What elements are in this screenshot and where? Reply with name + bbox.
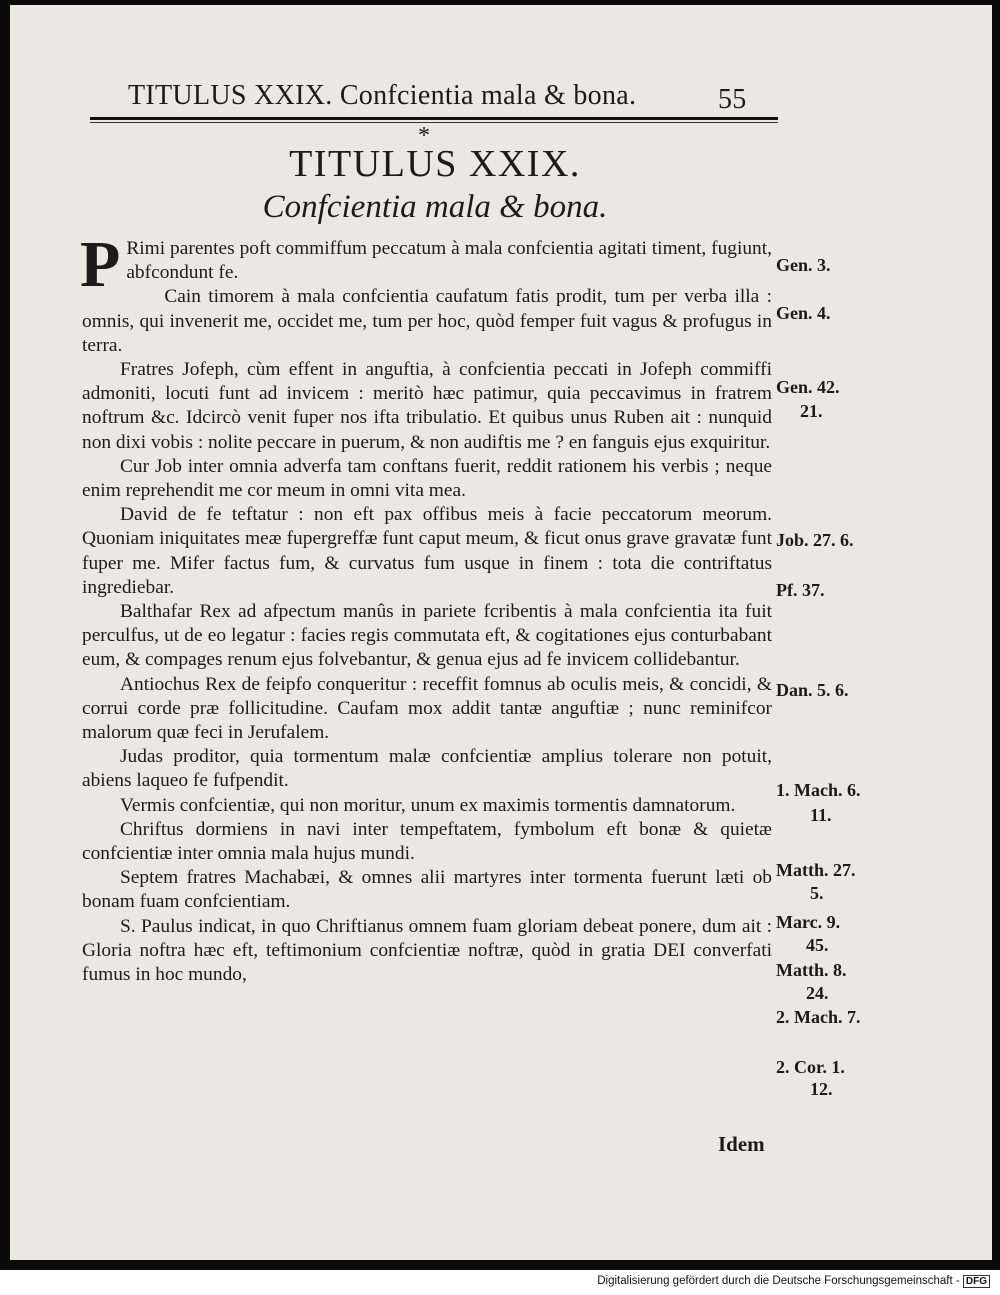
- book-page: [10, 5, 992, 1260]
- chapter-subtitle: Confcientia mala & bona.: [262, 189, 608, 225]
- margin-note: Gen. 3.: [776, 255, 831, 275]
- paragraph: Cur Job inter omnia adverfa tam conftans fuerit, reddit rationem his verbis ; neque enim reprehendit me cor meum in omni vita mea.: [82, 455, 772, 502]
- paragraph: Balthafar Rex ad afpectum manûs in pariete fcribentis à mala confcientia ita fuit perculfus, ut de eo legatur : facies regis commutata eft, & cogitationes ejus conturbabant eum, & compages renum ejus folvebantur, & genua ejus ad fe invicem collidebantur.: [82, 601, 772, 671]
- paragraph: [80, 228, 772, 301]
- paragraph: Septem fratres Machabæi, & omnes alii martyres inter tormenta fuerunt læti ob bonam fuam confcientiam.: [82, 867, 772, 913]
- margin-note: 11.: [810, 805, 832, 825]
- credit-text: Digitalisierung gefördert durch die Deutsche Forschungsgemeinschaft -: [597, 1275, 960, 1287]
- margin-note: Job. 27. 6.: [776, 530, 854, 550]
- digitization-credit: [597, 1275, 990, 1288]
- paragraph: Antiochus Rex de feipfo conqueritur : receffit fomnus ab oculis meis, & concidi, & corrui corde præ follicitudine. Caufam mox addit tantæ anguftiæ ; nunc reminifcor malorum quæ feci in Jerufalem.: [82, 673, 772, 744]
- margin-note: Gen. 4.: [776, 303, 831, 323]
- catchword: Idem: [718, 1132, 765, 1156]
- margin-note: 2. Mach. 7.: [776, 1007, 861, 1027]
- margin-note: Matth. 8.: [776, 960, 847, 980]
- margin-note: Marc. 9.: [776, 912, 841, 932]
- margin-note: Pf. 37.: [776, 580, 825, 600]
- drop-cap: P: [80, 228, 121, 301]
- margin-note: Matth. 27.: [776, 860, 856, 880]
- paragraph: S. Paulus indicat, in quo Chriftianus omnem fuam gloriam debeat ponere, dum ait : Gloria noftra hæc eft, teftimonium confcientiæ noftræ, quòd in gratia DEI converfati fumus in hoc mundo,: [82, 915, 772, 986]
- signature-mark: *: [418, 123, 430, 149]
- margin-note: 21.: [800, 401, 823, 421]
- chapter-title: TITULUS XXIX.: [289, 143, 581, 185]
- paragraph: Fratres Jofeph, cùm effent in anguftia, à confcientia peccati in Jofeph commiffi admoniti, locuti funt ad invicem : meritò hæc patimur, quia peccavimus in fratrem noftrum &c. Idcircò venit fuper nos ifta tribulatio. Et quibus unus Ruben ait : nunquid non dixi vobis : nolite peccare in puerum, & non audiftis me ? en fanguis ejus exquiritur.: [82, 359, 772, 453]
- paragraph-text: Rimi parentes poft commiffum peccatum à mala confcientia agitati timent, fugiunt, abfcondunt fe.: [126, 238, 772, 284]
- running-title: TITULUS XXIX. Confcientia mala & bona.: [128, 80, 637, 111]
- paragraph: Vermis confcientiæ, qui non moritur, unum ex maximis tormentis damnatorum.: [120, 794, 736, 816]
- margin-note: 2. Cor. 1.: [776, 1057, 845, 1077]
- paragraph: Judas proditor, quia tormentum malæ confcientiæ amplius tolerare non potuit, abiens laqueo fe fufpendit.: [82, 746, 772, 792]
- paragraph: David de fe teftatur : non eft pax offibus meis à facie peccatorum meorum. Quoniam iniquitates meæ fupergreffæ funt caput meum, & ficut onus grave gravatæ funt fuper me. Mifer factus fum, & curvatus fum usque in finem : tota die contriftatus ingrediebar.: [82, 504, 772, 598]
- margin-note: Gen. 42.: [776, 377, 840, 397]
- page-number: 55: [718, 84, 747, 115]
- paragraph: Cain timorem à mala confcientia caufatum fatis prodit, tum per verba illa : omnis, qui invenerit me, occidet me, tum per hoc, quòd femper fuit vagus & profugus in terra.: [82, 286, 772, 356]
- margin-note: 5.: [810, 883, 824, 903]
- margin-note: 1. Mach. 6.: [776, 780, 861, 800]
- paragraph: Chriftus dormiens in navi inter tempeftatem, fymbolum eft bonæ & quietæ confcientiæ inter omnia mala hujus mundi.: [82, 818, 772, 865]
- margin-note: 24.: [806, 983, 829, 1003]
- running-head: [128, 80, 747, 115]
- margin-note: 12.: [810, 1079, 833, 1099]
- header-rule: [90, 117, 778, 120]
- margin-note: 45.: [806, 935, 829, 955]
- body-text: [80, 228, 772, 987]
- margin-note: Dan. 5. 6.: [776, 680, 849, 700]
- dfg-logo: DFG: [963, 1275, 990, 1288]
- header-rule-thin: [90, 122, 778, 123]
